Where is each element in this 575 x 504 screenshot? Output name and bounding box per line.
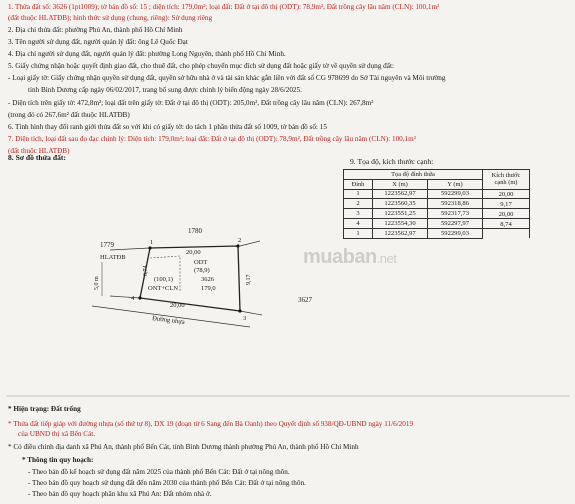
coord-header-x: X (m) — [373, 179, 428, 189]
vertex-3-label: 3 — [243, 315, 247, 322]
neighbor-line-left — [110, 248, 150, 250]
coord-cell-edge: 9,17 — [483, 199, 530, 209]
coord-cell-y: 592299,03 — [428, 189, 483, 199]
vertex-1-dot — [148, 246, 151, 249]
coord-cell-x: 1223562,97 — [373, 189, 428, 199]
coord-header-top: Tọa độ đỉnh thửa — [344, 170, 483, 180]
note-road-line-2: của UBND thị xã Bến Cát. — [18, 430, 96, 438]
parcel-number-label: 3626 — [201, 276, 214, 283]
coord-cell-y: 592297,97 — [428, 218, 483, 228]
coord-cell-x: 1223562,97 — [373, 228, 428, 238]
mixed-use-label: ONT+CLN — [148, 285, 179, 292]
coord-cell-point: 4 — [344, 218, 373, 228]
note-plan-3: - Theo bản đồ quy hoạch phân khu xã Phú An: Đất nhóm nhà ở. — [28, 490, 212, 498]
note-status: * Hiện trạng: Đất trống — [8, 405, 81, 413]
edge-top-length: 20,00 — [186, 249, 201, 256]
section-8-title: 8. Sơ đồ thửa đất: — [8, 153, 66, 162]
coord-header-y: Y (m) — [428, 179, 483, 189]
neighbor-line-bottom-left — [110, 296, 140, 298]
coord-cell-x: 1223551,25 — [373, 209, 428, 219]
coord-cell-point: 3 — [344, 209, 373, 219]
header-line-3: 2. Địa chỉ thửa đất: phường Phú An, thành phố Hồ Chí Minh — [8, 26, 183, 34]
road-label: Đường nhựa — [151, 315, 186, 326]
hlatdb-label: HLATĐB — [100, 254, 126, 261]
vertex-3-dot — [238, 309, 241, 312]
section-9-title: 9. Tọa độ, kích thước cạnh: — [350, 157, 434, 166]
coord-cell-point: 1 — [344, 189, 373, 199]
parcel-area-label: 179,0 — [201, 285, 216, 292]
header-line-10: (trong đó có 267,6m² đất thuộc HLATĐB) — [8, 111, 130, 119]
street-width-label: 5,0 m — [94, 276, 100, 290]
coord-cell-x: 1223560,35 — [373, 199, 428, 209]
coord-cell-edge: 20,00 — [483, 209, 530, 219]
header-line-12: 7. Diện tích, loại đất sau đo đạc chỉnh lý: Diện tích: 179,0m²; loại đất: Đất ở tại đô thị (ODT): 78,9m², Đất trồng cây lâu năm (CLN): 100,1m² — [8, 135, 416, 143]
header-line-5: 4. Địa chỉ người sử dụng đất, người quản lý đất: phường Long Nguyên, thành phố Hồ Chí Minh. — [8, 50, 286, 58]
odt-label: ODT — [194, 259, 208, 266]
odt-area-label: (78,9) — [194, 267, 210, 274]
header-line-9: - Diện tích trên giấy tờ: 472,8m²; loại đất trên giấy tờ: Đất ở tại đô thị (ODT): 205,0m², Đất trồng cây lâu năm (CLN): 267,8m² — [8, 99, 374, 107]
vertex-2-dot — [236, 244, 239, 247]
edge-bottom-length: 20,00 — [170, 302, 185, 309]
coord-cell-point: 1 — [344, 228, 373, 238]
note-plan-title: * Thông tin quy hoạch: — [22, 456, 94, 464]
coord-cell-point: 2 — [344, 199, 373, 209]
coord-cell-y: 592317,73 — [428, 209, 483, 219]
edge-right-length: 9,17 — [246, 274, 252, 285]
vertex-4-label: 4 — [131, 295, 135, 302]
parcel-top-label: 1780 — [188, 227, 202, 235]
coord-cell-edge: 8,74 — [483, 218, 530, 228]
watermark-logo: muaban.net — [303, 246, 397, 268]
vertex-1-label: 1 — [150, 239, 154, 246]
coord-cell-y: 592318,86 — [428, 199, 483, 209]
header-line-8: tỉnh Bình Dương cấp ngày 06/02/2017, trang bổ sung được chỉnh lý biến động ngày 28/6/2025. — [28, 86, 302, 94]
neighbor-line-top-right — [240, 241, 260, 246]
cln-area-label: (100,1) — [154, 276, 173, 283]
coord-cell-y: 592299,03 — [428, 228, 483, 238]
header-line-2: (đất thuộc HLATĐB); hình thức sử dụng (chung, riêng): Sử dụng riêng — [8, 14, 213, 22]
coord-cell-edge: 20,00 — [483, 189, 530, 199]
note-address: * Có điều chỉnh địa danh xã Phú An, thành phố Bến Cát, tỉnh Bình Dương thành phường Phú An, thành phố Hồ Chí Minh — [8, 443, 359, 451]
header-line-6: 5. Giấy chứng nhận hoặc quyết định giao đất, cho thuê đất, cho phép chuyển mục đích sử dụng đất hoặc giấy tờ về quyền sử dụng đất: — [8, 62, 394, 70]
coord-header-edge: Kích thước cạnh (m) — [483, 170, 530, 190]
parcel-left-label: 1779 — [100, 241, 114, 249]
vertex-4-dot — [138, 296, 141, 299]
coord-header-point: Đỉnh — [344, 179, 373, 189]
header-line-4: 3. Tên người sử dụng đất, người quản lý đất: ông Lê Quốc Đạt — [8, 38, 188, 46]
note-plan-2: - Theo bản đồ quy hoạch sử dụng đất đến năm 2030 của thành phố Bến Cát: Đất ở tại nông thôn. — [28, 479, 306, 487]
header-line-1: 1. Thửa đất số: 3626 (1pt1009); tờ bản đồ số: 15 ; diện tích: 179,0m²; loại đất: Đất ở tại đô thị (ODT): 78,9m², Đất trồng cây lâu năm (CLN): 100,1m² — [8, 3, 440, 11]
parcel-right-label: 3627 — [298, 296, 312, 304]
header-line-11: 6. Tình hình thay đổi ranh giới thửa đất so với khi có giấy tờ: do tách 1 phần thửa đất số 1009, tờ bản đồ số: 15 — [8, 123, 327, 131]
edge-left-length: 8,74 — [143, 265, 149, 276]
note-plan-1: - Theo bản đồ kế hoạch sử dụng đất năm 2025 của thành phố Bến Cát: Đất ở tại nông thôn. — [28, 468, 290, 476]
coord-cell-x: 1223554,30 — [373, 218, 428, 228]
note-road-line-1: * Thửa đất tiếp giáp với đường nhựa (số thứ tự 8), DX 19 (đoạn từ 6 Sang đến Bà Oanh) theo Quyết định số 938/QĐ-UBND ngày 11/6/2019 — [8, 420, 414, 428]
header-line-13: (đất thuộc HLATĐB) — [8, 147, 70, 155]
vertex-2-label: 2 — [238, 237, 242, 244]
header-line-7: - Loại giấy tờ: Giấy chứng nhận quyền sử dụng đất, quyền sở hữu nhà ở và tài sản khác gắn liền với đất số CG 978699 do Sở Tài nguyên và Môi trường — [8, 74, 446, 82]
